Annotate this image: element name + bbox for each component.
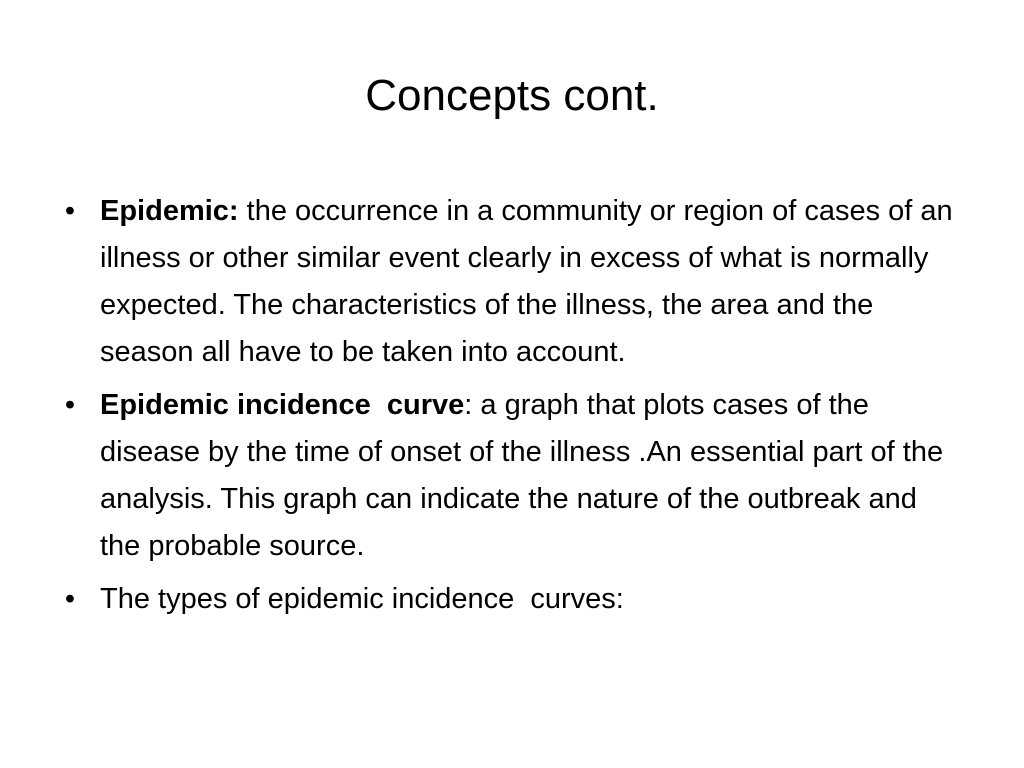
bullet-list [64, 188, 961, 629]
bullet-text: : a graph that plots cases of the disease by the time of onset of the illness .An essential part of the analysis. This graph can indicate the nature of the outbreak and the probable source. [100, 389, 952, 562]
bullet-icon: • [64, 195, 76, 227]
bullet-icon: • [64, 389, 76, 421]
bullet-item-incidence-curve [64, 382, 960, 570]
slide-title: Concepts cont. [365, 71, 659, 120]
bullet-term: Epidemic: [100, 195, 239, 227]
bullet-icon: • [64, 583, 76, 615]
bullet-item-epidemic [64, 188, 961, 376]
bullet-text: the occurrence in a community or region of cases of an illness or other similar event clearly in excess of what is normally expected. The characteristics of the illness, the area and the season all have to be taken into account. [100, 195, 961, 368]
bullet-term: Epidemic incidence curve [100, 389, 465, 421]
bullet-item-curve-types [64, 576, 960, 623]
bullet-text: The types of epidemic incidence curves: [100, 583, 624, 615]
